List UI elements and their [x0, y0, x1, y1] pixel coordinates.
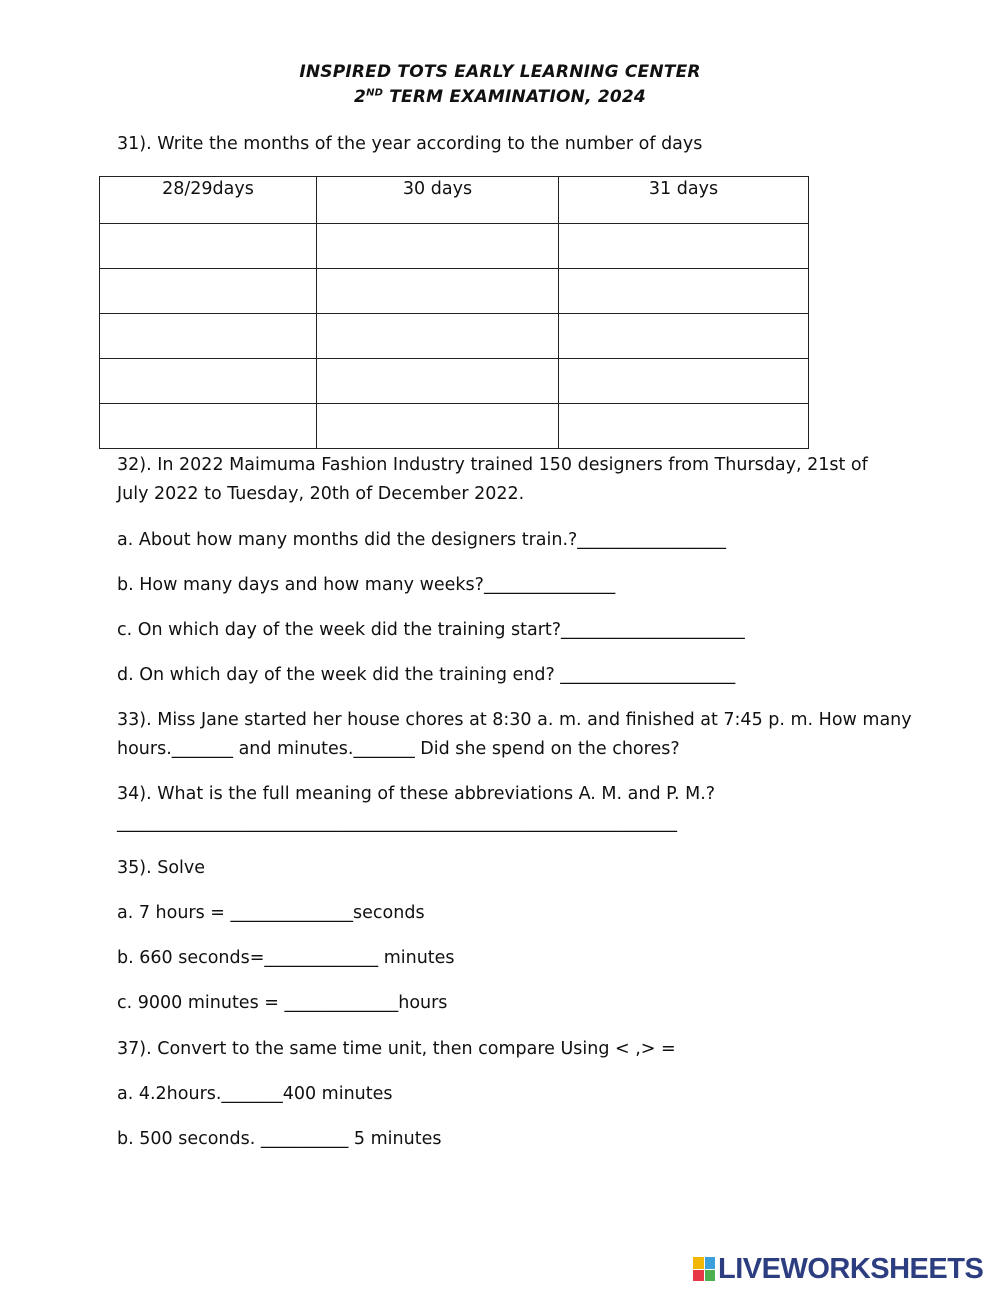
q37a-question[interactable]: a. 4.2hours._______400 minutes — [117, 1084, 393, 1104]
q37-prompt: 37). Convert to the same time unit, then compare Using < ,> = — [117, 1039, 676, 1059]
exam-ordinal-suffix: ND — [366, 87, 384, 99]
answer-cell[interactable] — [317, 359, 559, 404]
answer-cell[interactable] — [559, 314, 809, 359]
q32-text-line1: 32). In 2022 Maimuma Fashion Industry trained 150 designers from Thursday, 21st of — [117, 455, 868, 475]
q35c-question[interactable]: c. 9000 minutes = _____________hours — [117, 993, 448, 1013]
logo-block — [693, 1270, 704, 1282]
answer-cell[interactable] — [559, 269, 809, 314]
answer-cell[interactable] — [317, 314, 559, 359]
answer-cell[interactable] — [559, 404, 809, 449]
answer-cell[interactable] — [317, 224, 559, 269]
answer-cell[interactable] — [100, 359, 317, 404]
answer-cell[interactable] — [317, 269, 559, 314]
q35a-question[interactable]: a. 7 hours = ______________seconds — [117, 903, 425, 923]
table-row — [100, 404, 809, 449]
answer-cell[interactable] — [317, 404, 559, 449]
answer-cell[interactable] — [100, 404, 317, 449]
q33-text-line2[interactable]: hours._______ and minutes._______ Did she spend on the chores? — [117, 739, 680, 759]
q32c-question[interactable]: c. On which day of the week did the training start?_____________________ — [117, 620, 745, 640]
logo-block — [705, 1257, 716, 1269]
answer-cell[interactable] — [559, 224, 809, 269]
logo-text: LIVEWORKSHEETS — [718, 1252, 984, 1285]
col-header-28-29-days: 28/29days — [100, 177, 317, 224]
col-header-31-days: 31 days — [559, 177, 809, 224]
exam-prefix: 2 — [354, 87, 367, 107]
table-row — [100, 269, 809, 314]
answer-cell[interactable] — [100, 224, 317, 269]
logo-blocks-icon — [693, 1257, 715, 1281]
answer-cell[interactable] — [559, 359, 809, 404]
table-row — [100, 314, 809, 359]
q32d-question[interactable]: d. On which day of the week did the training end? ____________________ — [117, 665, 736, 685]
q35b-question[interactable]: b. 660 seconds=_____________ minutes — [117, 948, 455, 968]
liveworksheets-logo — [693, 1254, 983, 1284]
q33-text-line1: 33). Miss Jane started her house chores at 8:30 a. m. and finished at 7:45 p. m. How many — [117, 710, 912, 730]
table-row — [100, 224, 809, 269]
answer-cell[interactable] — [100, 314, 317, 359]
months-table-header-row — [100, 177, 809, 224]
col-header-30-days: 30 days — [317, 177, 559, 224]
q35-prompt: 35). Solve — [117, 858, 206, 878]
months-table — [99, 176, 809, 449]
table-row — [100, 359, 809, 404]
exam-suffix: TERM EXAMINATION, 2024 — [383, 87, 646, 107]
q32b-question[interactable]: b. How many days and how many weeks?_______________ — [117, 575, 616, 595]
logo-block — [705, 1270, 716, 1282]
exam-title — [0, 87, 1000, 107]
q34-answer-line[interactable]: ________________________________________________________________ — [117, 813, 677, 833]
q37b-question[interactable]: b. 500 seconds. __________ 5 minutes — [117, 1129, 442, 1149]
answer-cell[interactable] — [100, 269, 317, 314]
q31-prompt: 31). Write the months of the year according to the number of days — [117, 134, 703, 154]
school-name: INSPIRED TOTS EARLY LEARNING CENTER — [299, 62, 701, 82]
q32a-question[interactable]: a. About how many months did the designers train.?_________________ — [117, 530, 727, 550]
q34-prompt: 34). What is the full meaning of these abbreviations A. M. and P. M.? — [117, 784, 716, 804]
q32-text-line2: July 2022 to Tuesday, 20th of December 2022. — [117, 484, 525, 504]
logo-block — [693, 1257, 704, 1269]
